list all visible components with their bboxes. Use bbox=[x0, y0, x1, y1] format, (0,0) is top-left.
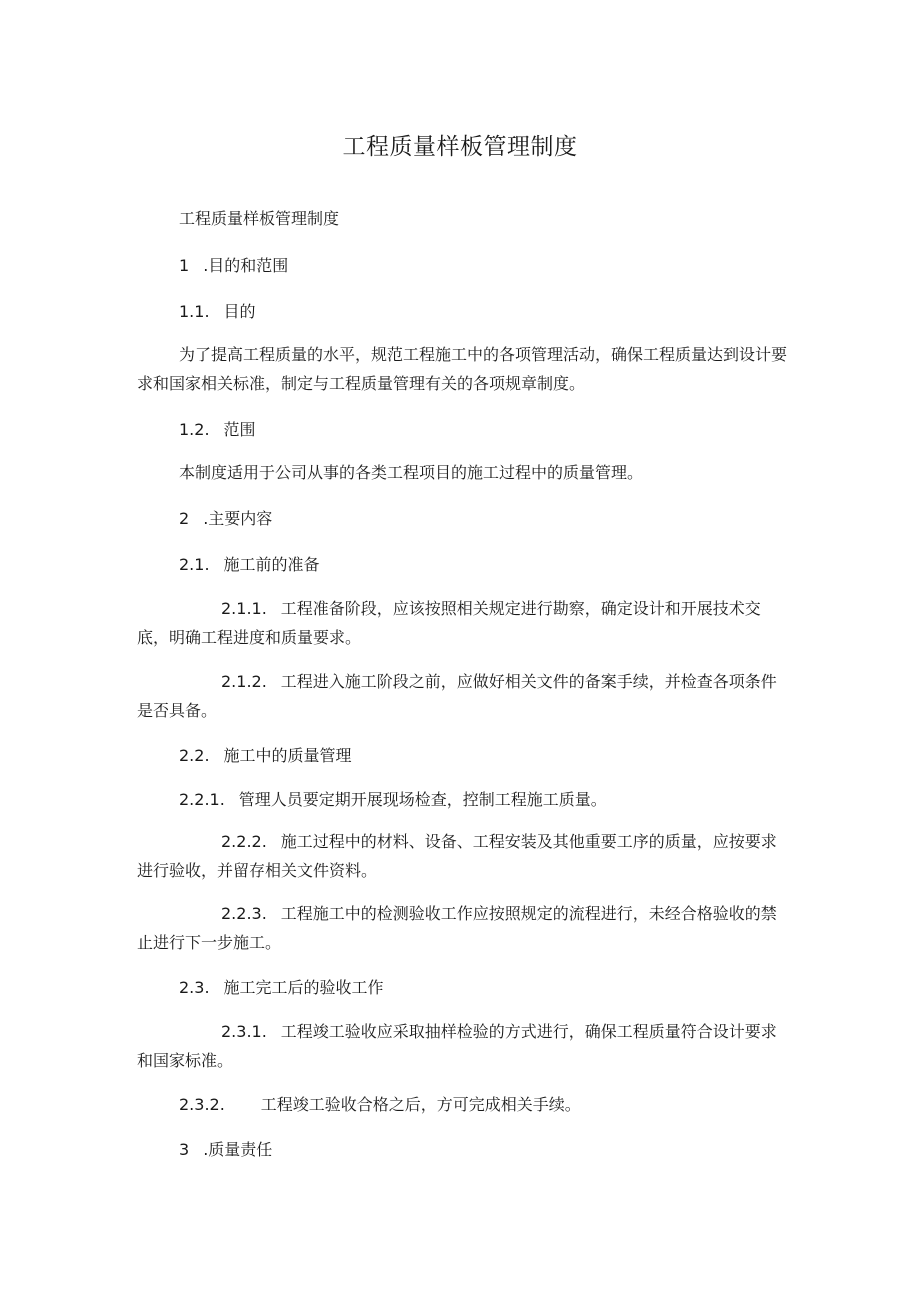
section-number: 2.3. bbox=[179, 978, 210, 997]
clause-number: 2.2.2. bbox=[221, 832, 267, 851]
section-1-1-body: 为了提高工程质量的水平，规范工程施工中的各项管理活动，确保工程质量达到设计要求和国家相关标准，制定与工程质量管理有关的各项规章制度。 bbox=[137, 345, 788, 393]
section-1-2-heading bbox=[179, 415, 256, 444]
section-3-heading bbox=[179, 1135, 272, 1164]
clause-2-3-1 bbox=[137, 1017, 787, 1075]
section-label: 范围 bbox=[223, 420, 256, 439]
section-label: .主要内容 bbox=[203, 509, 273, 528]
document-subtitle: 工程质量样板管理制度 bbox=[179, 209, 340, 228]
section-number: 1 bbox=[179, 256, 190, 275]
clause-text: 施工过程中的材料、设备、工程安装及其他重要工序的质量，应按要求进行验收，并留存相关文件资料。 bbox=[137, 832, 777, 880]
section-label: 施工前的准备 bbox=[223, 555, 320, 574]
section-1-2-body: 本制度适用于公司从事的各类工程项目的施工过程中的质量管理。 bbox=[179, 463, 644, 482]
clause-number: 2.2.3. bbox=[221, 904, 267, 923]
clause-2-2-1 bbox=[179, 785, 607, 814]
page-title: 工程质量样板管理制度 bbox=[342, 134, 578, 160]
section-number: 2.1. bbox=[179, 555, 210, 574]
clause-2-2-2 bbox=[137, 827, 787, 885]
clause-text: 工程竣工验收合格之后，方可完成相关手续。 bbox=[260, 1095, 581, 1114]
section-number: 1.2. bbox=[179, 420, 210, 439]
section-label: 施工完工后的验收工作 bbox=[223, 978, 384, 997]
section-label: 施工中的质量管理 bbox=[223, 746, 352, 765]
clause-text: 管理人员要定期开展现场检查，控制工程施工质量。 bbox=[238, 790, 607, 809]
section-2-3-heading bbox=[179, 973, 384, 1002]
section-2-2-heading bbox=[179, 741, 352, 770]
clause-text: 工程施工中的检测验收工作应按照规定的流程进行，未经合格验收的禁止进行下一步施工。 bbox=[137, 904, 777, 952]
clause-2-1-2 bbox=[137, 667, 787, 725]
clause-2-2-3 bbox=[137, 899, 787, 957]
section-label: 目的 bbox=[223, 302, 256, 321]
section-1-1-heading bbox=[179, 297, 256, 326]
section-number: 3 bbox=[179, 1140, 190, 1159]
section-label: .目的和范围 bbox=[203, 256, 289, 275]
clause-text: 工程准备阶段，应该按照相关规定进行勘察，确定设计和开展技术交底，明确工程进度和质量要求。 bbox=[137, 599, 761, 647]
clause-2-1-1 bbox=[137, 594, 787, 652]
section-1-heading bbox=[179, 251, 288, 280]
section-2-heading bbox=[179, 504, 272, 533]
clause-number: 2.2.1. bbox=[179, 790, 225, 809]
clause-2-3-2 bbox=[179, 1090, 581, 1119]
clause-text: 工程竣工验收应采取抽样检验的方式进行，确保工程质量符合设计要求和国家标准。 bbox=[137, 1022, 777, 1070]
clause-number: 2.1.1. bbox=[221, 599, 267, 618]
clause-number: 2.1.2. bbox=[221, 672, 267, 691]
section-number: 2.2. bbox=[179, 746, 210, 765]
clause-number: 2.3.1. bbox=[221, 1022, 267, 1041]
section-2-1-heading bbox=[179, 550, 320, 579]
clause-text: 工程进入施工阶段之前，应做好相关文件的备案手续，并检查各项条件是否具备。 bbox=[137, 672, 777, 720]
section-number: 2 bbox=[179, 509, 190, 528]
clause-number: 2.3.2. bbox=[179, 1095, 225, 1114]
section-label: .质量责任 bbox=[203, 1140, 273, 1159]
section-number: 1.1. bbox=[179, 302, 210, 321]
